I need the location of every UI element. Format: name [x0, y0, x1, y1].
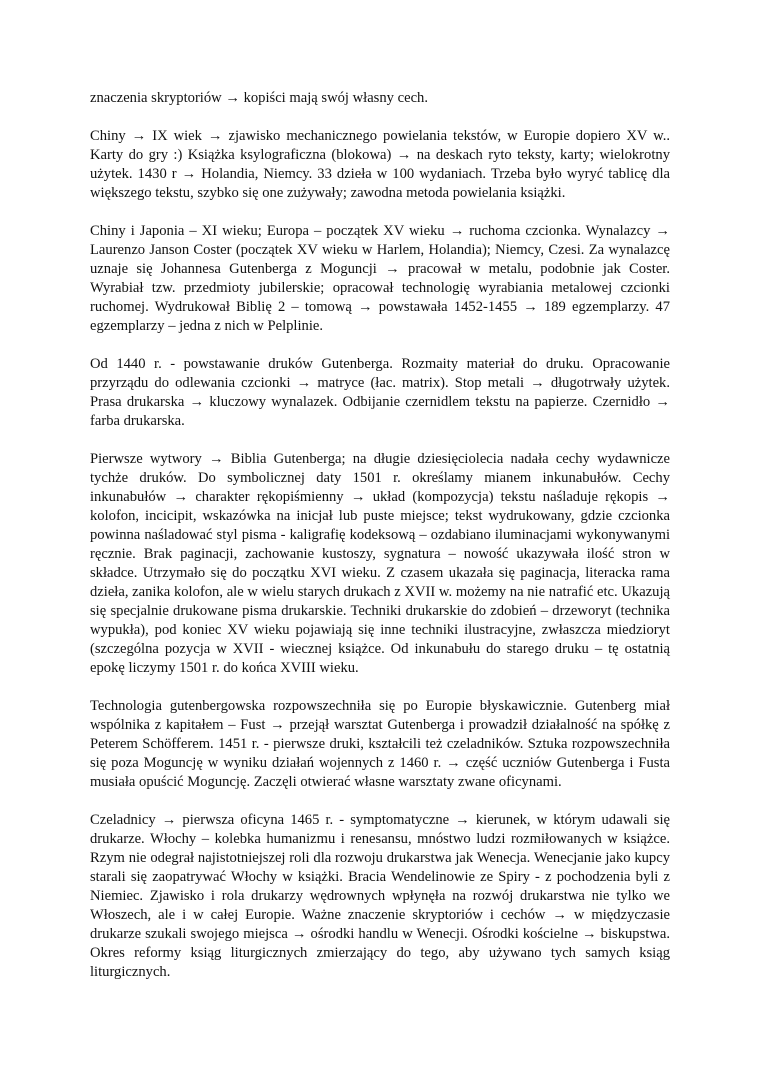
paragraph-inkunabuly: Pierwsze wytwory → Biblia Gutenberga; na długie dziesięciolecia nadała cechy wydawnicze tychże druków. Do symbolicznej daty 1501 r. określamy mianem inkunabułów. Cechy inkunabułów → charakter rękopiśmienny → układ (kompozycja) tekstu naśladuje rękopis → kolofon, incicipit, wskazówka na inicjał lub puste miejsce; tekst wydrukowany, gdzie czcionka powinna naśladować styl pisma - kaligrafię kodeksową – ozdabiano iluminacjami wykonywanymi ręcznie. Brak paginacji, zachowanie kustoszy, sygnatura – nowość ukazywała ilość stron w składce. Utrzymało się do początku XVI wieku. Z czasem ukazała się paginacja, literacka rama dzieła, zanika kolofon, ale w wielu starych drukach z XVII w. możemy na nie natrafić etc. Ukazują się specjalnie drukowane pisma drukarskie. Techniki drukarskie do zdobień – drzeworyt (technika wypukła), pod koniec XV wieku pojawiają się inne techniki ilustracyjne, zwłaszcza miedzioryt (szczególna pozycja w XVII - wiecznej książce. Od inkunabułu do starego druku – tę ostatnią epokę liczymy 1501 r. do końca XVIII wieku.: [90, 451, 670, 676]
paragraph-skryptoria: znaczenia skryptoriów → kopiści mają swój własny cech.: [90, 90, 428, 106]
paragraph-druki-gutenberga: Od 1440 r. - powstawanie druków Gutenberga. Rozmaity materiał do druku. Opracowanie przyrządu do odlewania czcionki → matryce (łac. matrix). Stop metali → długotrwały użytek. Prasa drukarska → kluczowy wynalazek. Odbijanie czernidlem tekstu na papierze. Czernidło → farba drukarska.: [90, 356, 670, 429]
document-page: [90, 89, 670, 982]
paragraph-technologia-gutenbergowska: Technologia gutenbergowska rozpowszechniła się po Europie błyskawicznie. Gutenberg miał wspólnika z kapitałem – Fust → przejął warsztat Gutenberga i prowadził działalność na spółkę z Peterem Schöfferem. 1451 r. - pierwsze druki, kształcili też czeladników. Sztuka rozpowszechniła się poza Moguncję w wyniku działań wojennych z 1460 r. → część uczniów Gutenberga i Fusta musiała opuścić Moguncję. Zaczęli otwierać własne warsztaty zwane oficynami.: [90, 698, 670, 790]
paragraph-ruchoma-czcionka: Chiny i Japonia – XI wieku; Europa – początek XV wieku → ruchoma czcionka. Wynalazcy → Laurenzo Janson Coster (początek XV wieku w Harlem, Holandia); Niemcy, Czesi. Za wynalazcę uznaje się Johannesa Gutenberga z Moguncji → pracował w metalu, podobnie jak Coster. Wyrabiał tzw. przedmioty jubilerskie; opracował technologię wyrabiania metalowej czcionki ruchomej. Wydrukował Biblię 2 – tomową → powstawała 1452-1455 → 189 egzemplarzy. 47 egzemplarzy – jedna z nich w Pelplinie.: [90, 223, 670, 334]
paragraph-chiny-ksylografia: Chiny → IX wiek → zjawisko mechanicznego powielania tekstów, w Europie dopiero XV w.. Karty do gry :) Książka ksylograficzna (blokowa) → na deskach ryto teksty, karty; wielokrotny użytek. 1430 r → Holandia, Niemcy. 33 dzieła w 100 wydaniach. Trzeba było wyryć tablicę dla większego tekstu, szybko się one zużywały; zawodna metoda powielania książki.: [90, 128, 670, 201]
paragraph-czeladnicy: Czeladnicy → pierwsza oficyna 1465 r. - symptomatyczne → kierunek, w którym udawali się drukarze. Włochy – kolebka humanizmu i renesansu, mnóstwo ludzi rozmiłowanych w książce. Rzym nie odegrał najistotniejszej roli dla rozwoju drukarstwa jak Wenecja. Wenecjanie jako kupcy starali się zaopatrywać Włochy w książki. Bracia Wendelinowie ze Spiry - z pochodzenia byli z Niemiec. Zjawisko i rola drukarzy wędrownych wpłynęła na rozwój drukarstwa nie tylko we Włoszech, ale i w całej Europie. Ważne znaczenie skryptoriów i cechów → w międzyczasie drukarze szukali swojego miejsca → ośrodki handlu w Wenecji. Ośrodki kościelne → biskupstwa. Okres reformy ksiąg liturgicznych zmierzający do tego, aby używano tych samych ksiąg liturgicznych.: [90, 812, 670, 980]
